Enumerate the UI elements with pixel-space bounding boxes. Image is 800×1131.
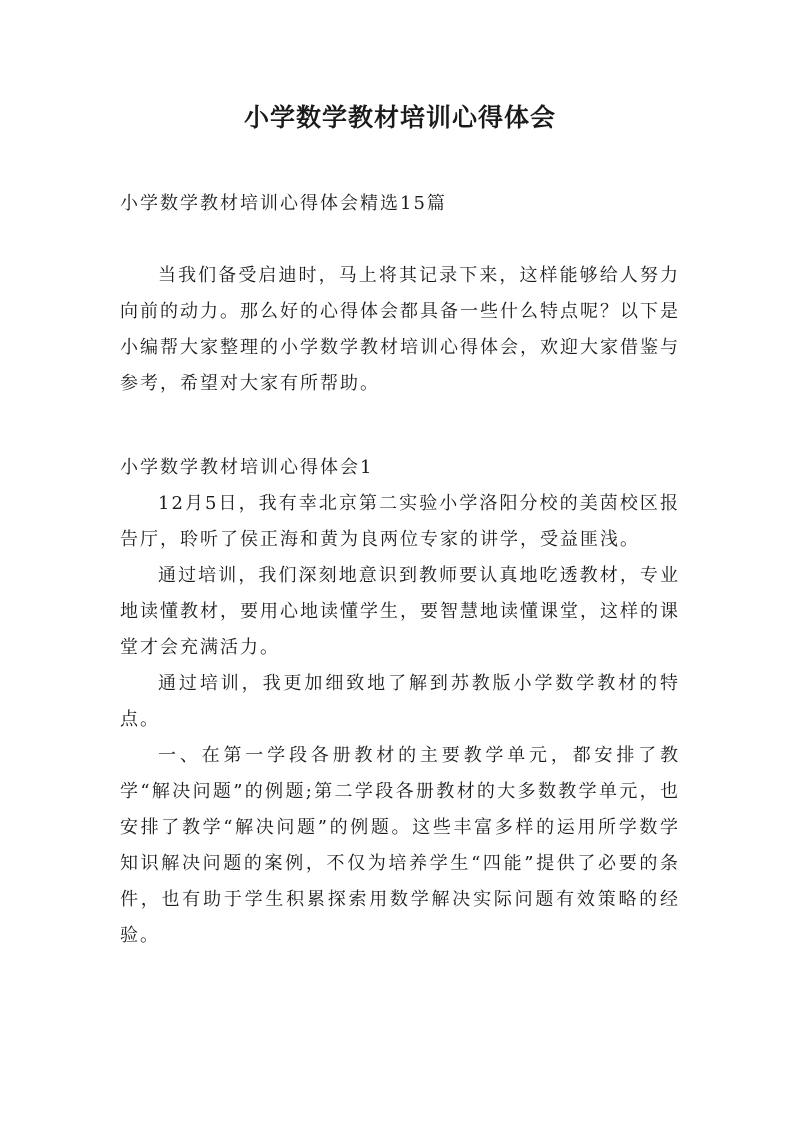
paragraph: 通过培训，我们深刻地意识到教师要认真地吃透教材，专业地读懂教材，要用心地读懂学生，要智慧地读懂课堂，这样的课堂才会充满活力。: [120, 565, 680, 658]
document-title: 小学数学教材培训心得体会: [243, 103, 556, 132]
section-1: [120, 450, 680, 954]
paragraph: 一、在第一学段各册教材的主要教学单元，都安排了教学“解决问题”的例题;第二学段各册教材的大多数教学单元，也安排了教学“解决问题”的例题。这些丰富多样的运用所学数学知识解决问题的案例，不仅为培养学生“四能”提供了必要的条件，也有助于学生积累探索用数学解决实际问题有效策略的经验。: [120, 745, 680, 946]
document-subtitle: 小学数学教材培训心得体会精选15篇: [120, 193, 447, 214]
paragraph: 12月5日，我有幸北京第二实验小学洛阳分校的美茵校区报告厅，聆听了侯正海和黄为良两位专家的讲学，受益匪浅。: [120, 493, 680, 550]
section-heading: 小学数学教材培训心得体会1: [120, 457, 374, 478]
intro-paragraph: 当我们备受启迪时，马上将其记录下来，这样能够给人努力向前的动力。那么好的心得体会都具备一些什么特点呢？以下是小编帮大家整理的小学数学教材培训心得体会，欢迎大家借鉴与参考，希望对大家有所帮助。: [120, 265, 680, 394]
paragraph: 通过培训，我更加细致地了解到苏教版小学数学教材的特点。: [120, 673, 680, 730]
